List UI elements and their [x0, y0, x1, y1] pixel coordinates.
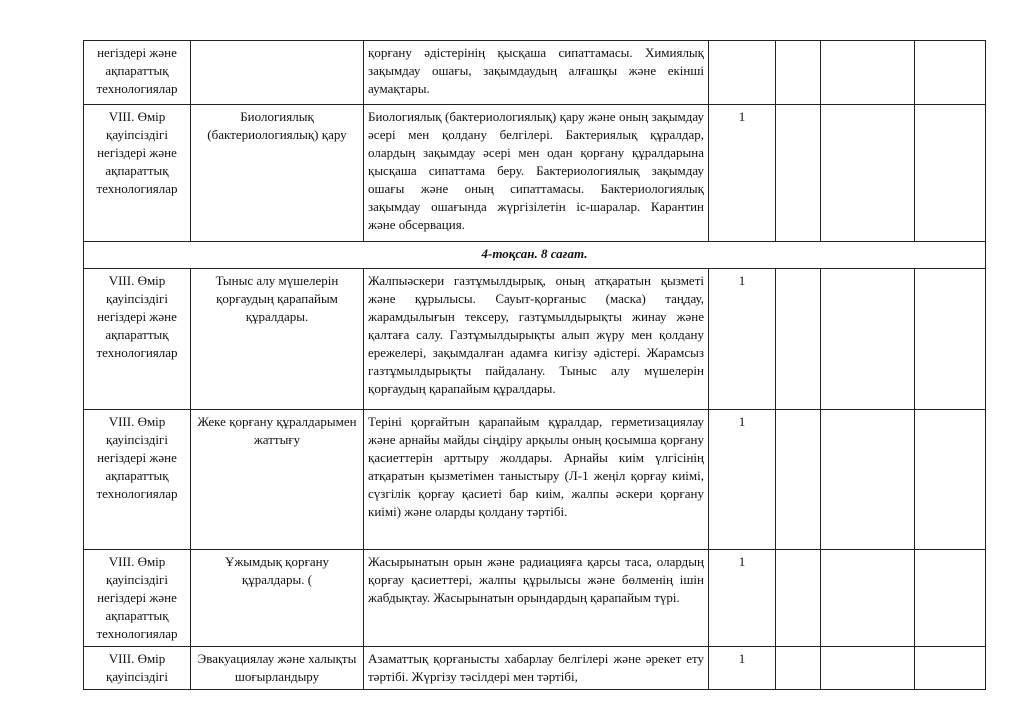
content-cell: Биологиялық (бактериологиялық) қару және оның зақымдау әсері мен қолдану белгілері. Бактериялық құралдар, олардың зақымдау әсері мен одан қорғану құралдарына қысқаша сипаттама беру. Бактериологиялық зақымдау ошағы және оның сипаттамасы. Бактериологиялық зақымдау ошағында жүргізілетін іс-шаралар. Карантин және обсервация.: [364, 105, 709, 242]
content-cell: Жасырынатын орын және радиацияға қарсы таса, олардың қорғау қасиеттері, жалпы құрылысы және бөлменің ішін жабдықтау. Жасырынатын орындардың қарапайым түрі.: [364, 550, 709, 647]
curriculum-table: [83, 40, 986, 690]
section-cell: VIII. Өмір қауіпсіздігі негіздері және ақпараттық технологиялар: [84, 105, 191, 242]
empty-cell: [915, 410, 986, 550]
table-row: [84, 550, 986, 647]
content-cell: Азаматтық қорғанысты хабарлау белгілері және әрекет ету тәртібі. Жүргізу тәсілдері мен тәртібі,: [364, 647, 709, 690]
empty-cell: [821, 550, 915, 647]
empty-cell: [821, 269, 915, 410]
empty-cell: [915, 550, 986, 647]
section-cell: негіздері және ақпараттық технологиялар: [84, 41, 191, 105]
content-cell: Теріні қорғайтын қарапайым құралдар, герметизациялау және арнайы майды сіңдіру арқылы оның қосымша қорғану қасиеттерін арттыру жолдары. Арнайы киім үлгісінің атқаратын қызметімен таныстыру (Л-1 жеңіл қорғау киімі, сүзгілік қорғау қасиеті бар киім, жалпы әскери қорғану киімі) және оларды қолдану тәртібі.: [364, 410, 709, 550]
topic-cell: [191, 41, 364, 105]
empty-cell: [915, 269, 986, 410]
section-cell: VIII. Өмір қауіпсіздігі негіздері және ақпараттық технологиялар: [84, 269, 191, 410]
hours-cell: 1: [709, 410, 776, 550]
quarter-heading: 4-тоқсан. 8 сағат.: [84, 242, 986, 269]
section-cell: VIII. Өмір қауіпсіздігі негіздері және ақпараттық технологиялар: [84, 410, 191, 550]
table-row: [84, 269, 986, 410]
empty-cell: [915, 41, 986, 105]
topic-cell: Эвакуациялау және халықты шоғырландыру: [191, 647, 364, 690]
empty-cell: [915, 647, 986, 690]
empty-cell: [776, 41, 821, 105]
topic-cell: Жеке қорғану құралдарымен жаттығу: [191, 410, 364, 550]
table-row: [84, 410, 986, 550]
hours-cell: 1: [709, 269, 776, 410]
hours-cell: 1: [709, 550, 776, 647]
table-row: [84, 105, 986, 242]
topic-cell: Тыныс алу мүшелерін қорғаудың қарапайым құралдары.: [191, 269, 364, 410]
section-cell: VIII. Өмір қауіпсіздігі негіздері және ақпараттық технологиялар: [84, 550, 191, 647]
content-cell: Жалпыәскери газтұмылдырық, оның атқаратын қызметі және құрылысы. Сауыт-қорғаныс (маска) таңдау, жарамдылығын тексеру, газтұмылдырықты жинау және қалтаға салу. Газтұмылдырықты алып жүру мен қолдану ережелері, зақымдалған адамға кигізу әдістері. Жарамсыз газтұмылдырықты пайдалану. Тыныс алу мүшелерін қорғаудың қарапайым құралдары.: [364, 269, 709, 410]
empty-cell: [776, 647, 821, 690]
content-cell: қорғану әдістерінің қысқаша сипаттамасы. Химиялық зақымдау ошағы, зақымдаудың алғашқы және екінші аумақтары.: [364, 41, 709, 105]
empty-cell: [776, 410, 821, 550]
section-cell: VIII. Өмір қауіпсіздігі: [84, 647, 191, 690]
table-row: [84, 41, 986, 105]
topic-cell: Биологиялық (бактериологиялық) қару: [191, 105, 364, 242]
quarter-row: [84, 242, 986, 269]
hours-cell: 1: [709, 647, 776, 690]
empty-cell: [776, 105, 821, 242]
empty-cell: [776, 550, 821, 647]
table-row: [84, 647, 986, 690]
topic-cell: Ұжымдық қорғану құралдары. (: [191, 550, 364, 647]
empty-cell: [821, 410, 915, 550]
empty-cell: [776, 269, 821, 410]
hours-cell: [709, 41, 776, 105]
empty-cell: [821, 41, 915, 105]
empty-cell: [821, 105, 915, 242]
hours-cell: 1: [709, 105, 776, 242]
empty-cell: [821, 647, 915, 690]
empty-cell: [915, 105, 986, 242]
